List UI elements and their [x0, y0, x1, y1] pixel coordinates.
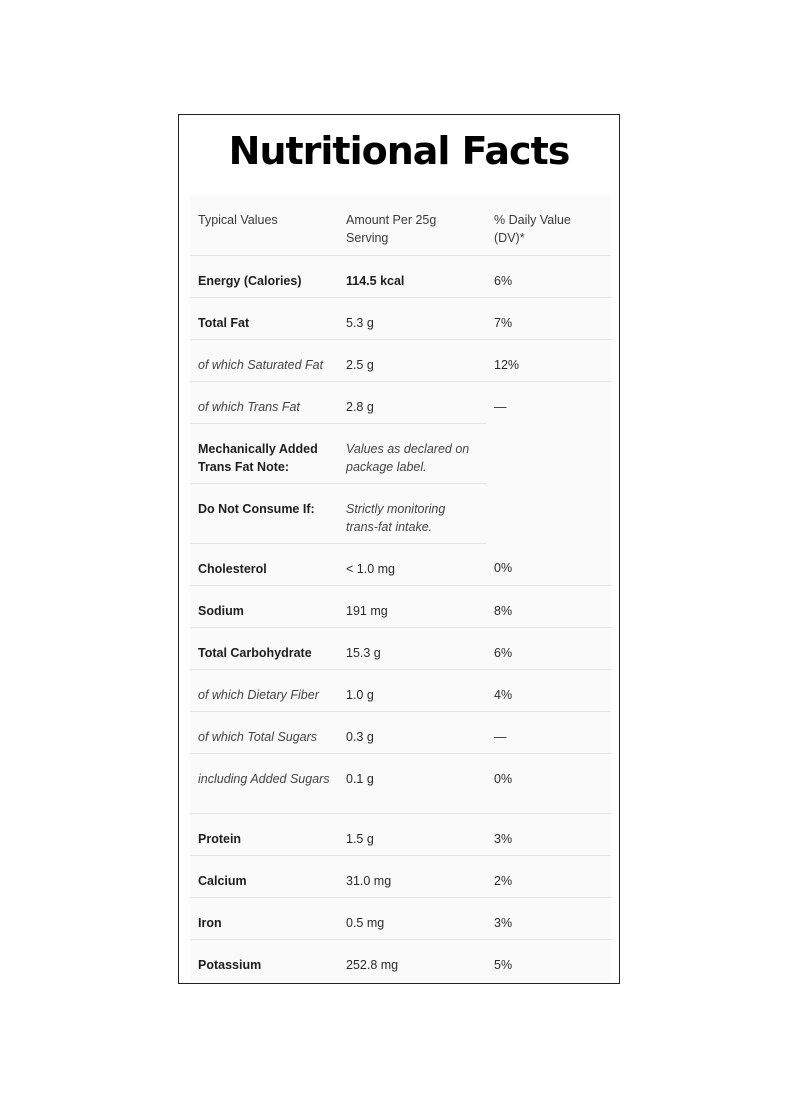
nutrient-amount: Values as declared on package label. — [338, 423, 486, 483]
daily-value-percent: 4% — [486, 669, 611, 711]
daily-value-percent — [486, 423, 611, 483]
table-row — [190, 381, 611, 423]
daily-value-percent: 7% — [486, 297, 611, 339]
nutrient-amount: 252.8 mg — [338, 939, 486, 981]
column-header-typical-values: Typical Values — [198, 213, 278, 227]
nutrient-amount: 2.8 g — [338, 381, 486, 423]
daily-value-percent: — — [486, 381, 611, 423]
nutrient-amount: < 1.0 mg — [338, 543, 486, 585]
table-row — [190, 855, 611, 897]
daily-value-percent — [486, 483, 611, 543]
column-header-amount: Amount Per 25g Serving — [346, 213, 437, 245]
nutrition-table — [190, 195, 611, 981]
nutrient-name: Iron — [190, 897, 338, 939]
daily-value-percent: 6% — [486, 627, 611, 669]
nutrient-name: Do Not Consume If: — [190, 483, 338, 543]
daily-value-percent: 12% — [486, 339, 611, 381]
nutrient-name: of which Trans Fat — [190, 381, 338, 423]
table-row — [190, 585, 611, 627]
daily-value-percent: 3% — [486, 897, 611, 939]
nutrient-amount: 0.1 g — [338, 753, 486, 813]
nutrient-name: Energy (Calories) — [190, 255, 338, 297]
nutrient-amount: 114.5 kcal — [338, 255, 486, 297]
page-title: Nutritional Facts — [228, 129, 570, 173]
daily-value-percent: 0% — [494, 561, 513, 575]
table-row — [190, 711, 611, 753]
nutrition-facts-panel — [178, 114, 620, 984]
nutrient-name: Total Fat — [190, 297, 338, 339]
nutrient-amount: Strictly monitoring trans-fat intake. — [338, 483, 486, 543]
table-row — [190, 813, 611, 855]
nutrient-amount: 191 mg — [338, 585, 486, 627]
nutrient-name: including Added Sugars — [190, 753, 338, 813]
table-row — [190, 423, 611, 483]
daily-value-percent: 2% — [486, 855, 611, 897]
nutrient-name: Cholesterol — [190, 543, 338, 585]
table-row — [190, 897, 611, 939]
table-header-row — [190, 195, 611, 255]
nutrient-name: Sodium — [190, 585, 338, 627]
nutrient-amount: 1.0 g — [338, 669, 486, 711]
daily-value-percent: 0% — [486, 753, 611, 813]
nutrient-name: Protein — [190, 813, 338, 855]
table-row — [190, 543, 611, 585]
nutrient-amount: 0.5 mg — [338, 897, 486, 939]
nutrient-amount: 31.0 mg — [338, 855, 486, 897]
nutrient-amount: 15.3 g — [338, 627, 486, 669]
table-row — [190, 669, 611, 711]
nutrient-amount: 2.5 g — [338, 339, 486, 381]
daily-value-percent: 8% — [486, 585, 611, 627]
table-row — [190, 297, 611, 339]
nutrient-name: Mechanically Added Trans Fat Note: — [190, 423, 338, 483]
nutrient-name: Calcium — [190, 855, 338, 897]
nutrient-amount: 0.3 g — [338, 711, 486, 753]
table-row — [190, 753, 611, 813]
nutrient-amount: 1.5 g — [338, 813, 486, 855]
daily-value-percent: 6% — [486, 255, 611, 297]
nutrient-name: of which Dietary Fiber — [190, 669, 338, 711]
nutrient-name: Total Carbohydrate — [190, 627, 338, 669]
nutrient-amount: 5.3 g — [338, 297, 486, 339]
nutrient-name: Potassium — [190, 939, 338, 981]
table-body — [190, 255, 611, 981]
daily-value-percent: 5% — [486, 939, 611, 981]
nutrient-name: of which Total Sugars — [190, 711, 338, 753]
table-row — [190, 627, 611, 669]
column-header-daily-value: % Daily Value (DV)* — [494, 213, 571, 245]
daily-value-percent: 3% — [486, 813, 611, 855]
table-row — [190, 255, 611, 297]
table-row — [190, 339, 611, 381]
table-row — [190, 939, 611, 981]
daily-value-percent: — — [486, 711, 611, 753]
table-row — [190, 483, 611, 543]
nutrient-name: of which Saturated Fat — [190, 339, 338, 381]
